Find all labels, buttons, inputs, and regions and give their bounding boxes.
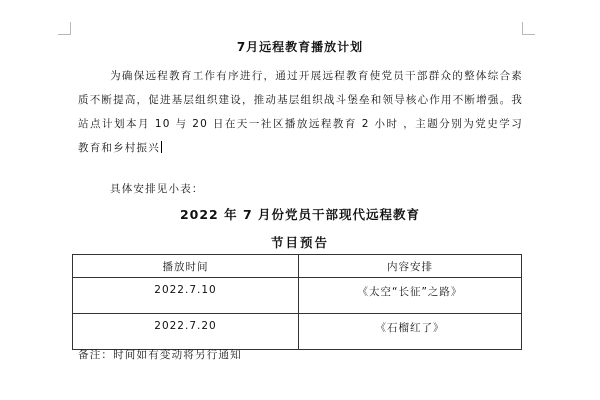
- cell-content: 《太空“长征”之路》: [299, 278, 522, 314]
- document-title: 7月远程教育播放计划: [236, 40, 364, 54]
- margin-mark-top-left: [58, 22, 71, 35]
- cell-content: 《石榴红了》: [299, 314, 522, 350]
- footnote: 备注：时间如有变动将另行通知: [78, 349, 242, 361]
- text-cursor: [161, 141, 162, 153]
- cell-time: 2022.7.10: [73, 278, 299, 314]
- table-title-line2: 节目预告: [270, 235, 329, 250]
- margin-mark-top-right: [522, 22, 535, 35]
- header-play-time: 播放时间: [73, 255, 299, 278]
- table-header-row: [73, 255, 522, 278]
- cell-time: 2022.7.20: [73, 314, 299, 350]
- schedule-table: [72, 254, 522, 350]
- body-paragraph[interactable]: [78, 64, 523, 160]
- header-content: 内容安排: [299, 255, 522, 278]
- intro-line: 具体安排见小表：: [110, 183, 204, 195]
- table-row: [73, 314, 522, 350]
- paragraph-text: 为确保远程教育工作有序进行，通过开展远程教育使党员干部群众的整体综合素质不断提高，促进基层组织建设，推动基层组织战斗堡垒和领导核心作用不断增强。我站点计划本月 10 与 20 日在天一社区播放远程教育 2 小时 ，主题分别为党史学习教育和乡村振兴: [78, 70, 523, 154]
- table-row: [73, 278, 522, 314]
- table-title-line1: 2022 年 7 月份党员干部现代远程教育: [179, 207, 421, 222]
